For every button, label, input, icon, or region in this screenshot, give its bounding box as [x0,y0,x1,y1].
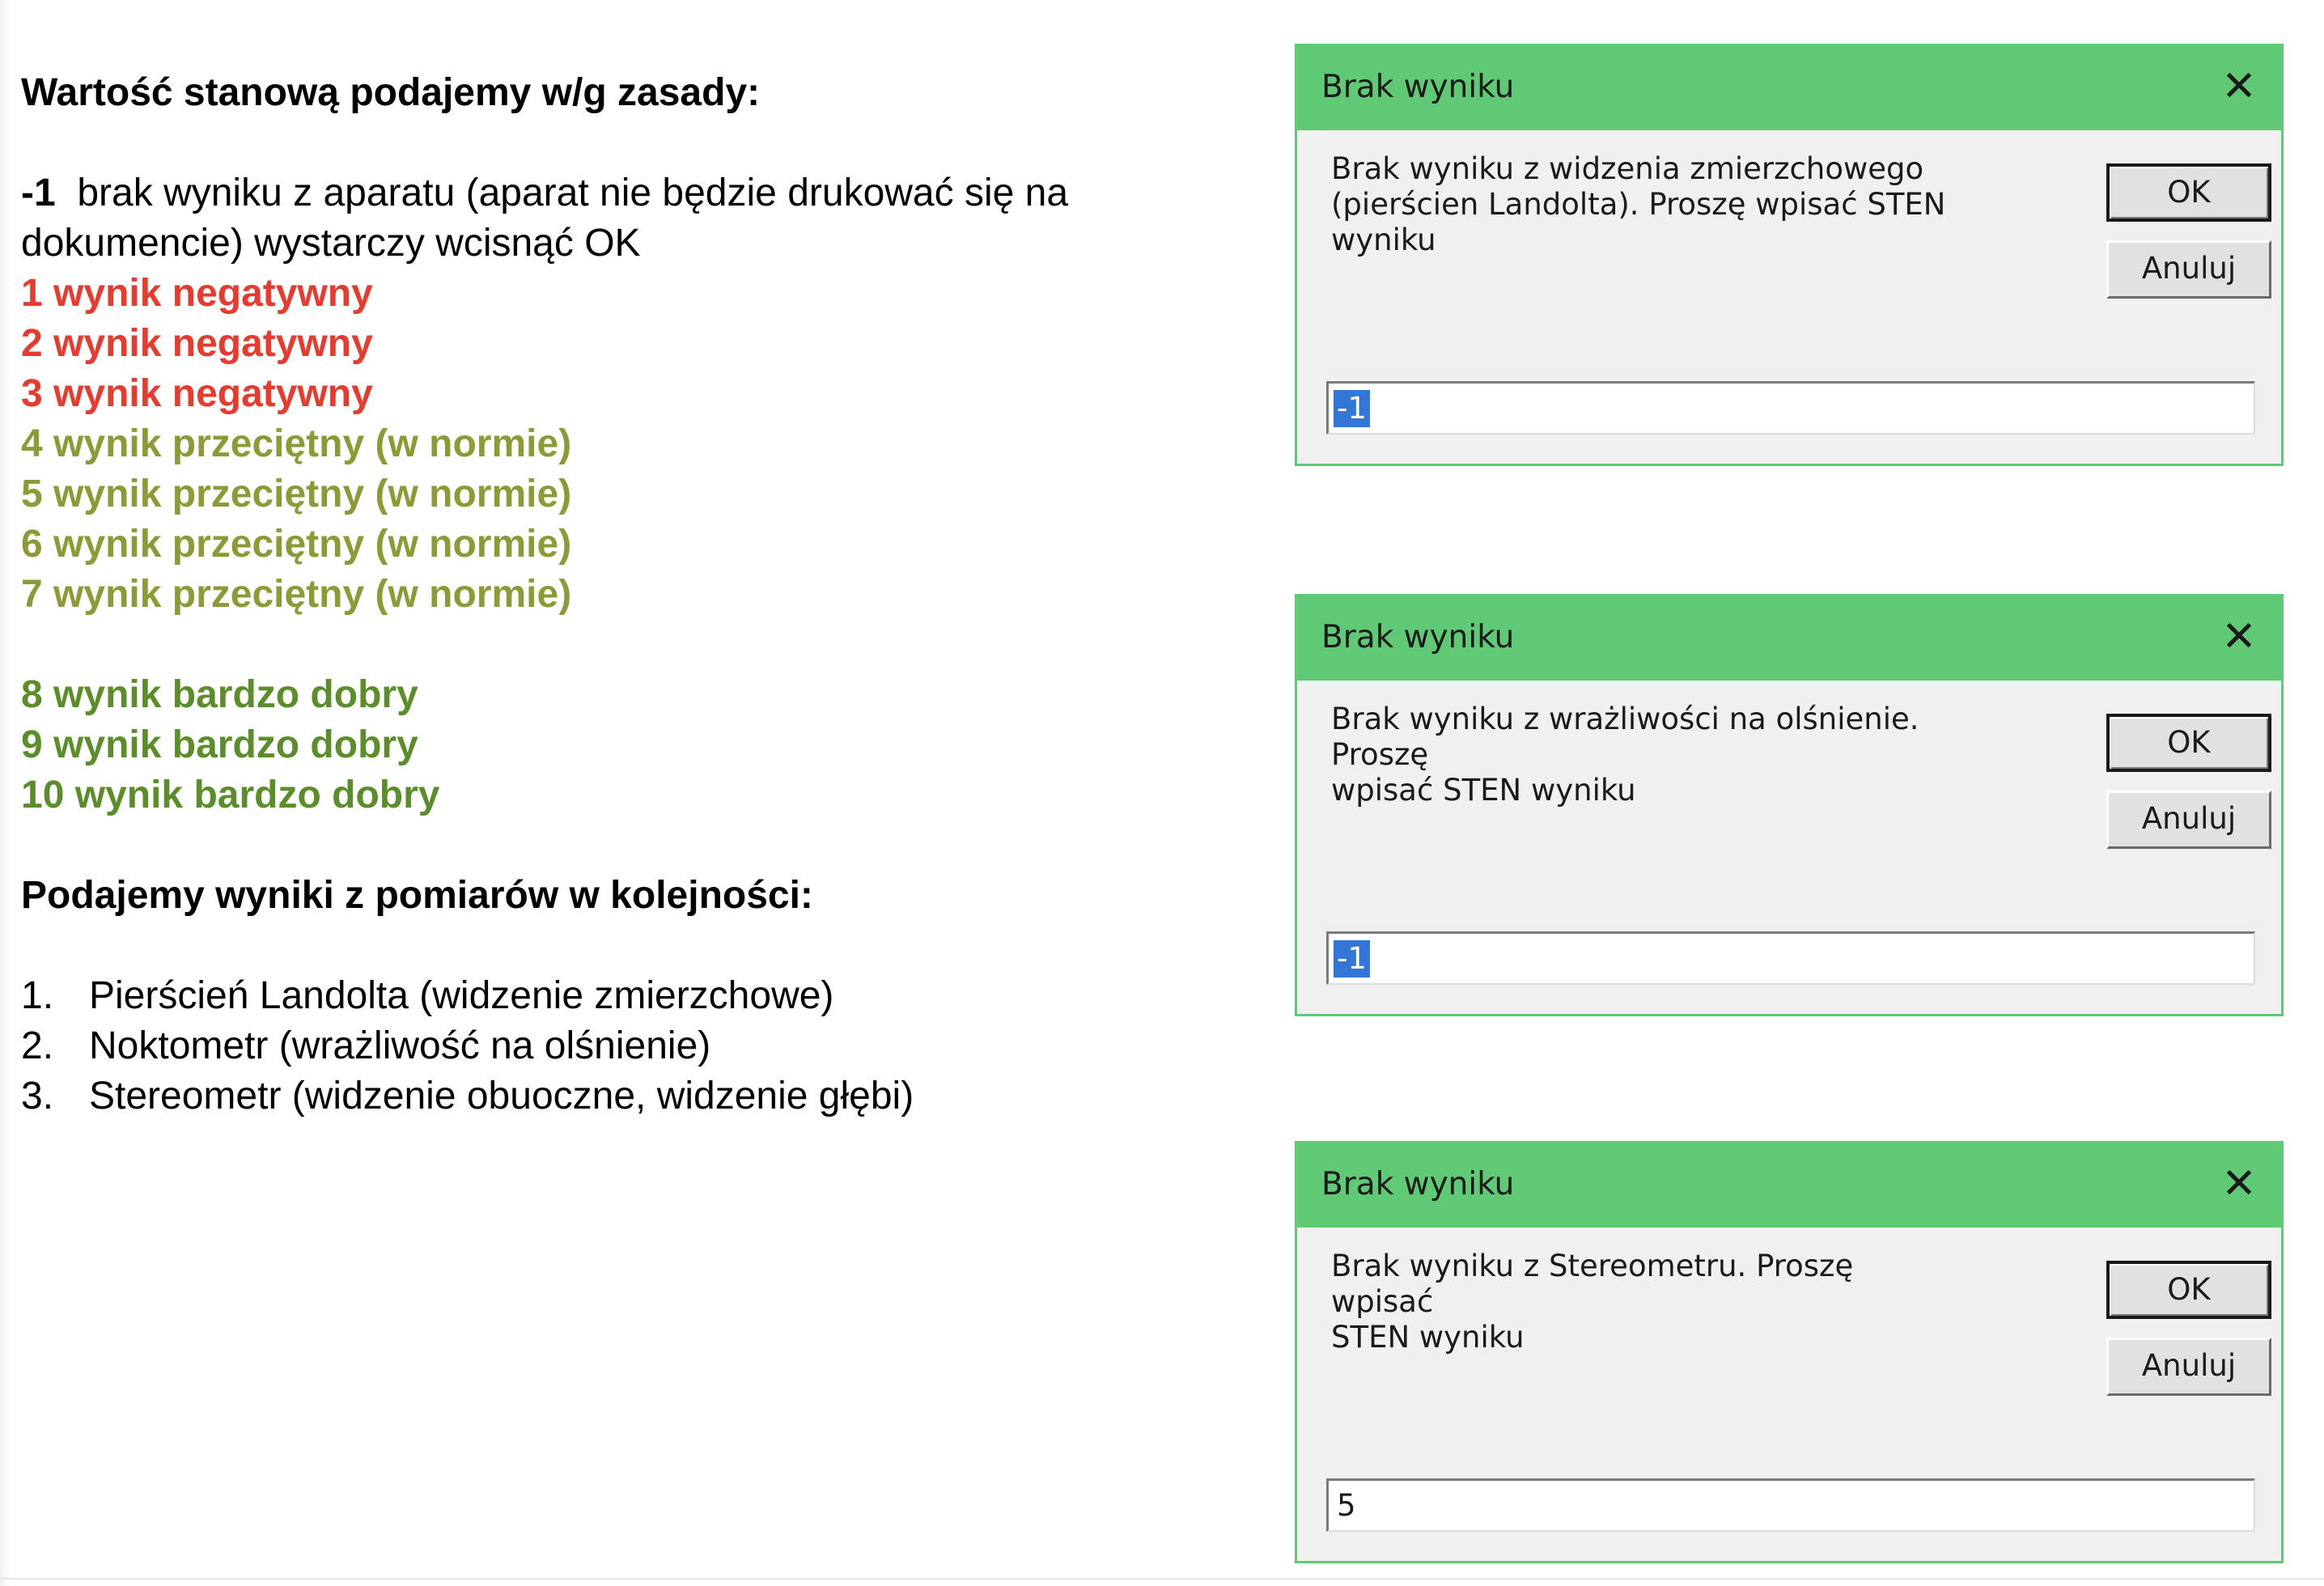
dialog-message-line: Brak wyniku z wrażliwości na olśnienie. Proszę [1331,702,1919,772]
scale-item: 5 wynik przeciętny (w normie) [21,473,572,515]
instructions-panel [21,68,1235,1122]
dialog-message-line: Brak wyniku z Stereometru. Proszę wpisać [1331,1249,1854,1319]
dialog-title: Brak wyniku [1321,619,1515,655]
scale-item: 7 wynik przeciętny (w normie) [21,573,572,616]
order-list-number: 1. [21,974,54,1017]
order-list-number: 2. [21,1024,54,1067]
minus-one-rule [21,168,1235,218]
order-list-text: Pierścień Landolta (widzenie zmierzchowe) [89,974,834,1017]
close-icon[interactable]: ✕ [2221,1160,2257,1208]
dialog-glare-sensitivity [1295,594,2284,1016]
sten-input-value: 5 [1337,1488,1356,1523]
cancel-button[interactable]: Anuluj [2106,791,2271,849]
cancel-button[interactable]: Anuluj [2106,1338,2271,1396]
dialog-message-line: wpisać STEN wyniku [1331,773,1636,808]
sten-input-value: -1 [1334,390,1370,427]
dialog-title: Brak wyniku [1321,1166,1515,1202]
cancel-button[interactable]: Anuluj [2106,240,2271,299]
dialog-night-vision [1295,44,2284,466]
sten-input[interactable] [1326,931,2255,985]
scale-item: 9 wynik bardzo dobry [21,723,418,766]
bottom-divider [0,1578,2324,1580]
order-list-text: Noktometr (wrażliwość na olśnienie) [89,1024,711,1067]
sten-input[interactable] [1326,381,2255,435]
scale-item: 3 wynik negatywny [21,372,373,415]
dialog-message-line: (pierścien Landolta). Proszę wpisać STEN [1331,187,1946,222]
dialog-stereometer [1295,1141,2284,1563]
close-icon[interactable]: ✕ [2221,613,2257,661]
dialog-message [1331,702,1946,808]
dialog-message-line: STEN wyniku [1331,1320,1525,1355]
dialog-message [1331,151,1946,258]
ok-button[interactable]: OK [2106,163,2271,222]
order-list-item [21,971,1235,1021]
scale-item: 6 wynik przeciętny (w normie) [21,523,572,566]
dialog-message-line: wyniku [1331,223,1436,257]
minus-one-text-1: brak wyniku z aparatu (aparat nie będzie drukować się na [55,172,1069,214]
order-list-item [21,1021,1235,1071]
order-list-item [21,1071,1235,1122]
order-heading: Podajemy wyniki z pomiarów w kolejności: [21,874,813,917]
dialog-title: Brak wyniku [1321,69,1515,105]
dialog-titlebar[interactable] [1297,596,2281,681]
ok-button[interactable]: OK [2106,714,2271,772]
scale-item: 8 wynik bardzo dobry [21,673,418,716]
sten-input[interactable] [1326,1478,2255,1532]
dialog-titlebar[interactable] [1297,1143,2281,1228]
sten-input-value: -1 [1334,940,1370,977]
close-icon[interactable]: ✕ [2221,62,2257,111]
order-list-text: Stereometr (widzenie obuoczne, widzenie głębi) [89,1075,914,1117]
minus-one-value: -1 [21,172,56,214]
dialog-message-line: Brak wyniku z widzenia zmierzchowego [1331,151,1924,186]
minus-one-text-2: dokumencie) wystarczy wcisnąć OK [21,222,641,265]
scale-heading: Wartość stanową podajemy w/g zasady: [21,71,761,114]
scale-item: 10 wynik bardzo dobry [21,774,440,816]
dialog-titlebar[interactable] [1297,46,2281,130]
ok-button[interactable]: OK [2106,1261,2271,1319]
left-shadow [0,0,11,1586]
order-list-number: 3. [21,1075,54,1117]
dialog-message [1331,1249,1946,1355]
scale-item: 2 wynik negatywny [21,322,373,365]
scale-item: 4 wynik przeciętny (w normie) [21,422,572,465]
scale-item: 1 wynik negatywny [21,272,373,315]
